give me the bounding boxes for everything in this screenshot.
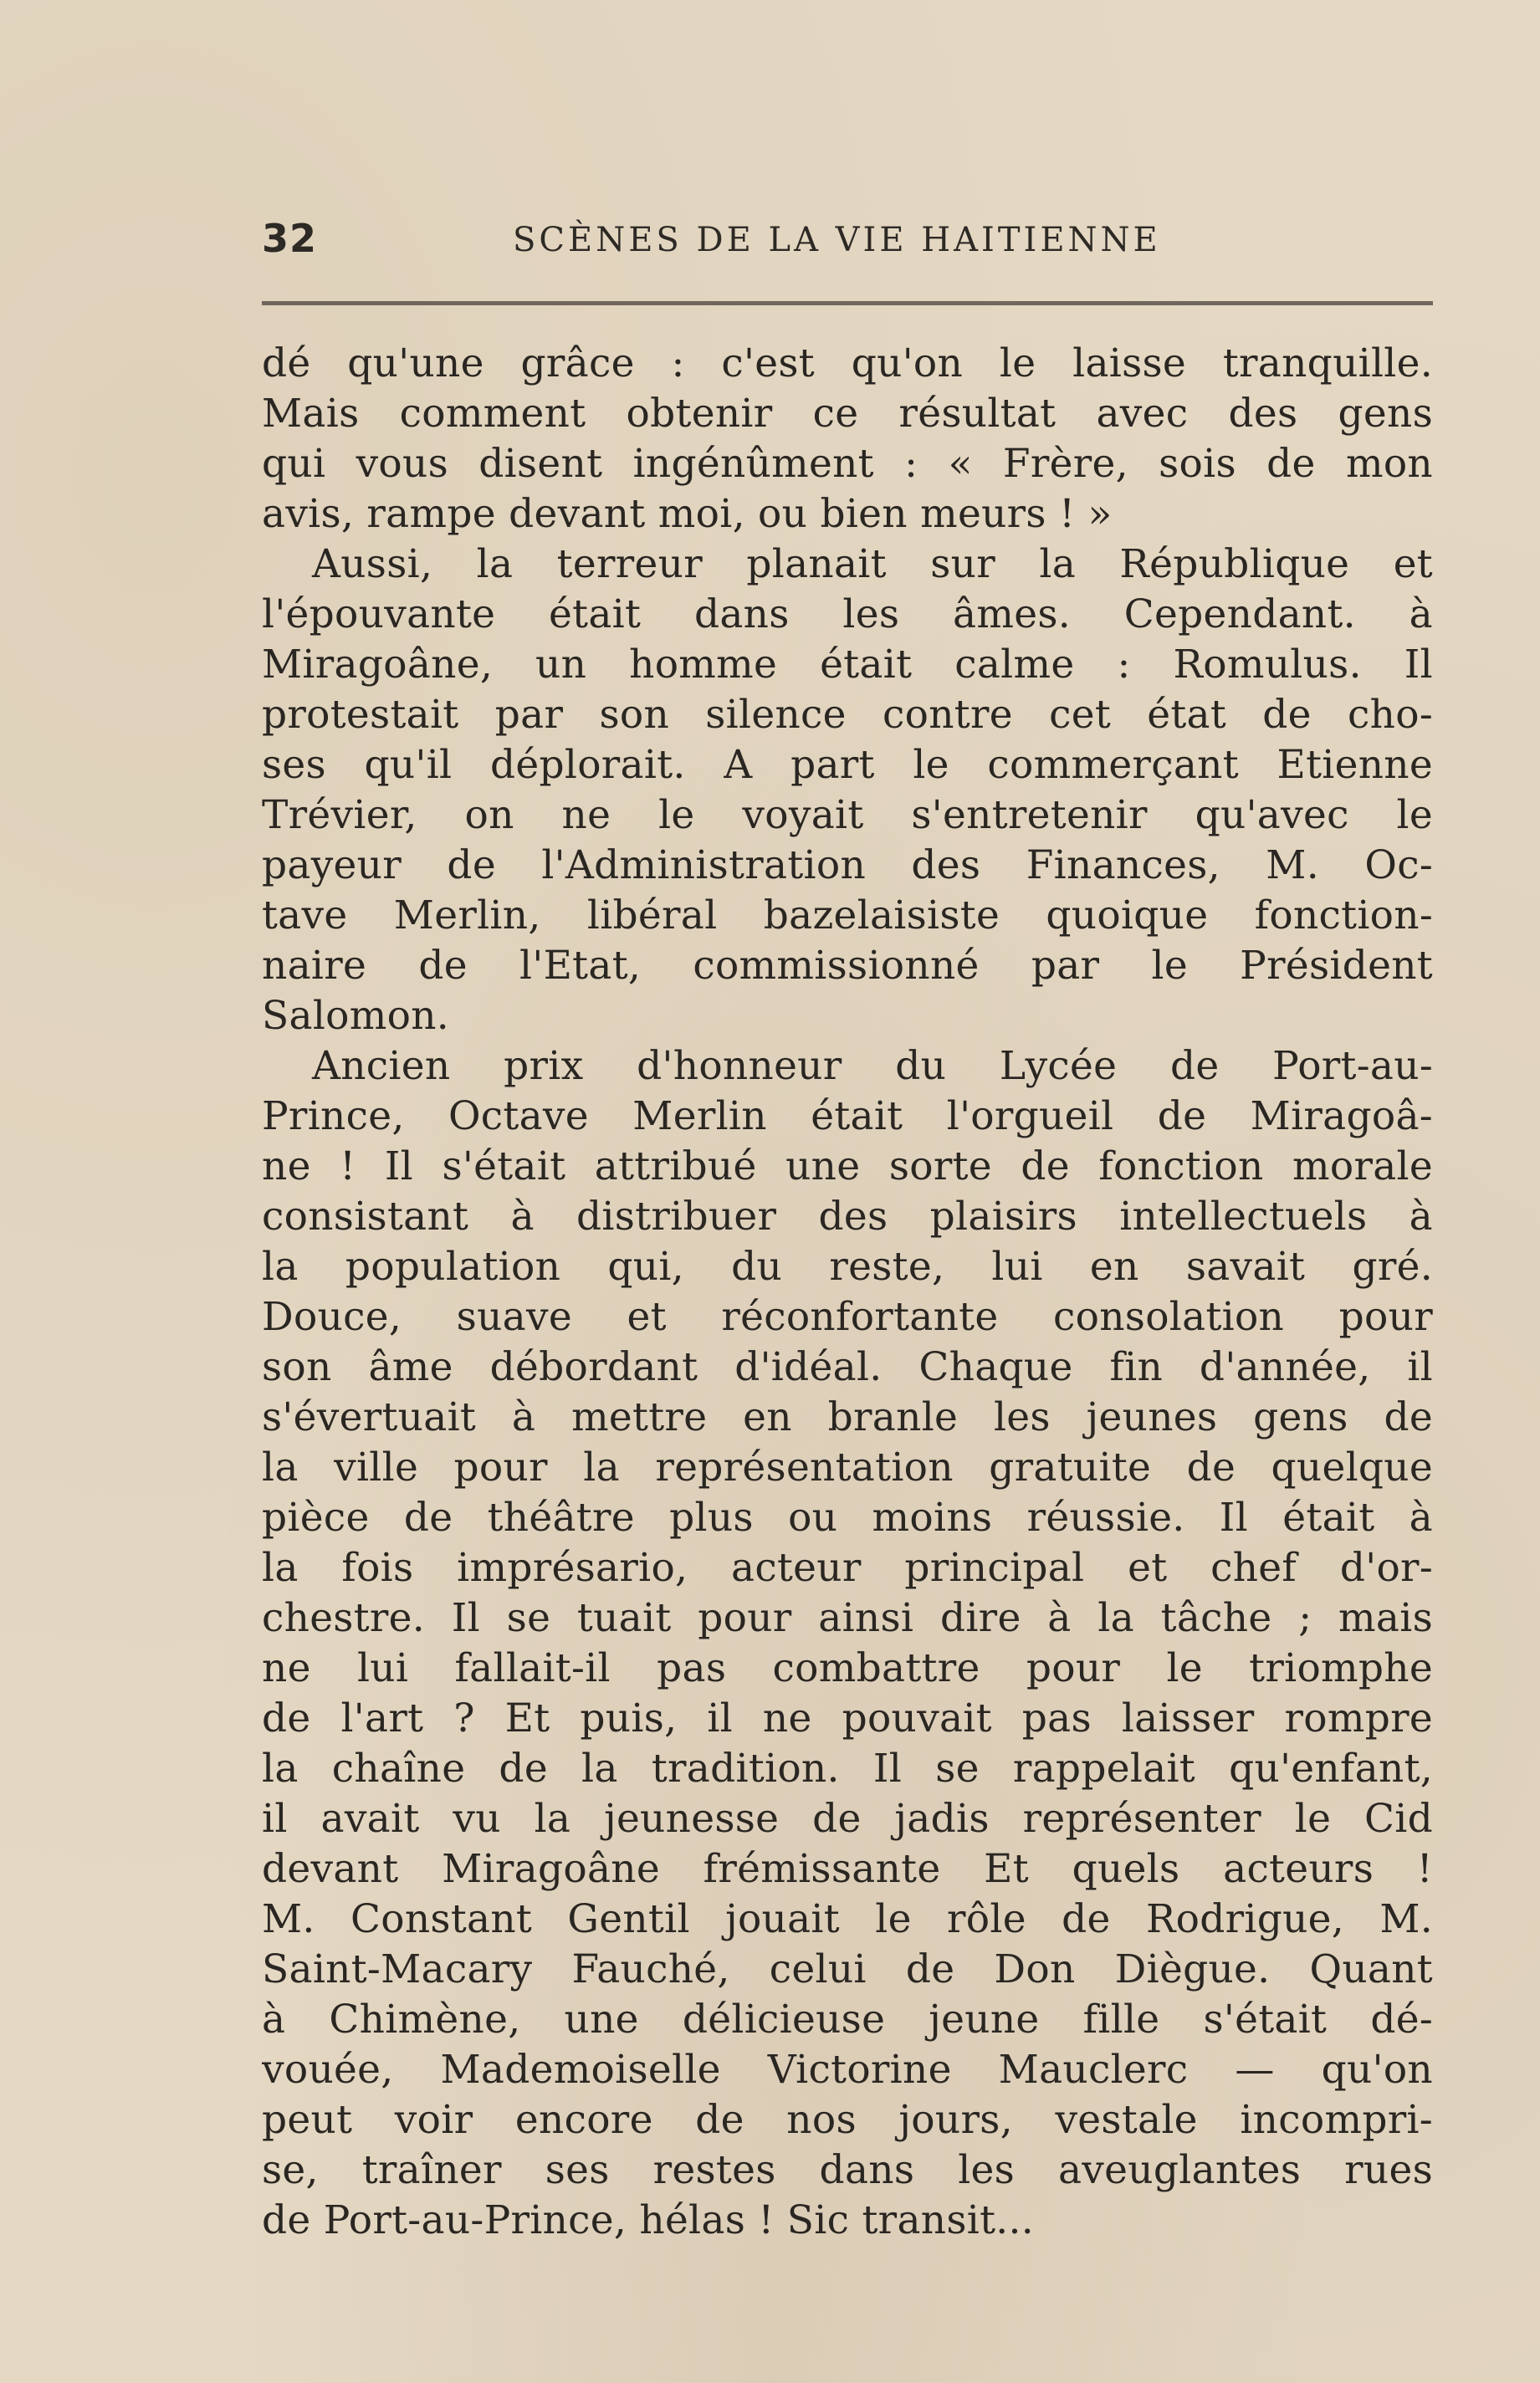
text-line: chestre. Il se tuait pour ainsi dire à la tâche ; mais bbox=[262, 1595, 1433, 1641]
text-line: ses qu'il déplorait. A part le commerçant Etienne bbox=[262, 742, 1433, 788]
text-line: de l'art ? Et puis, il ne pouvait pas laisser rompre bbox=[262, 1695, 1433, 1741]
text-line: il avait vu la jeunesse de jadis représenter le Cid bbox=[262, 1796, 1433, 1842]
text-line: son âme débordant d'idéal. Chaque fin d'année, il bbox=[262, 1344, 1433, 1390]
text-line: protestait par son silence contre cet état de cho- bbox=[262, 692, 1433, 738]
text-line: pièce de théâtre plus ou moins réussie. Il était à bbox=[262, 1495, 1433, 1541]
text-line: qui vous disent ingénûment : « Frère, sois de mon bbox=[262, 441, 1433, 487]
text-line: avis, rampe devant moi, ou bien meurs ! » bbox=[262, 491, 1113, 537]
page-header bbox=[262, 216, 1433, 274]
text-line: dé qu'une grâce : c'est qu'on le laisse tranquille. bbox=[262, 340, 1433, 386]
text-line: Miragoâne, un homme était calme : Romulus. Il bbox=[262, 642, 1433, 688]
text-line: payeur de l'Administration des Finances, M. Oc- bbox=[262, 842, 1433, 888]
text-line: devant Miragoâne frémissante Et quels acteurs ! bbox=[262, 1846, 1433, 1892]
running-title: SCÈNES DE LA VIE HAITIENNE bbox=[513, 221, 1161, 259]
text-line: Trévier, on ne le voyait s'entretenir qu'avec le bbox=[262, 792, 1433, 838]
text-line: Douce, suave et réconfortante consolation pour bbox=[262, 1294, 1433, 1340]
text-line: Salomon. bbox=[262, 993, 450, 1039]
text-line: s'évertuait à mettre en branle les jeunes gens de bbox=[262, 1394, 1433, 1440]
text-line: de Port-au-Prince, hélas ! Sic transit... bbox=[262, 2197, 1034, 2243]
text-line: la ville pour la représentation gratuite de quelque bbox=[262, 1445, 1433, 1491]
text-line: consistant à distribuer des plaisirs intellectuels à bbox=[262, 1194, 1433, 1240]
body-text bbox=[262, 339, 1433, 2246]
text-line: naire de l'Etat, commissionné par le Président bbox=[262, 943, 1433, 989]
text-line: Mais comment obtenir ce résultat avec des gens bbox=[262, 391, 1433, 437]
text-line: peut voir encore de nos jours, vestale incompri- bbox=[262, 2097, 1433, 2143]
text-line: la fois imprésario, acteur principal et chef d'or- bbox=[262, 1545, 1433, 1591]
page-number: 32 bbox=[262, 216, 318, 261]
text-line: Ancien prix d'honneur du Lycée de Port-au- bbox=[312, 1043, 1433, 1089]
text-line: l'épouvante était dans les âmes. Cependant. à bbox=[262, 591, 1433, 637]
text-line: Aussi, la terreur planait sur la République et bbox=[312, 541, 1433, 587]
text-line: ne ! Il s'était attribué une sorte de fonction morale bbox=[262, 1143, 1433, 1189]
text-line: la chaîne de la tradition. Il se rappelait qu'enfant, bbox=[262, 1746, 1433, 1792]
text-line: Prince, Octave Merlin était l'orgueil de Miragoâ- bbox=[262, 1093, 1433, 1139]
text-line: vouée, Mademoiselle Victorine Mauclerc — qu'on bbox=[262, 2047, 1433, 2093]
text-line: se, traîner ses restes dans les aveuglantes rues bbox=[262, 2147, 1433, 2193]
text-line: tave Merlin, libéral bazelaisiste quoique fonction- bbox=[262, 892, 1433, 938]
text-line: Saint-Macary Fauché, celui de Don Diègue. Quant bbox=[262, 1946, 1433, 1992]
text-line: la population qui, du reste, lui en savait gré. bbox=[262, 1244, 1433, 1290]
text-line: M. Constant Gentil jouait le rôle de Rodrigue, M. bbox=[262, 1896, 1433, 1942]
text-line: à Chimène, une délicieuse jeune fille s'était dé- bbox=[262, 1997, 1433, 2043]
header-rule bbox=[262, 301, 1433, 305]
text-line: ne lui fallait-il pas combattre pour le triomphe bbox=[262, 1645, 1433, 1691]
